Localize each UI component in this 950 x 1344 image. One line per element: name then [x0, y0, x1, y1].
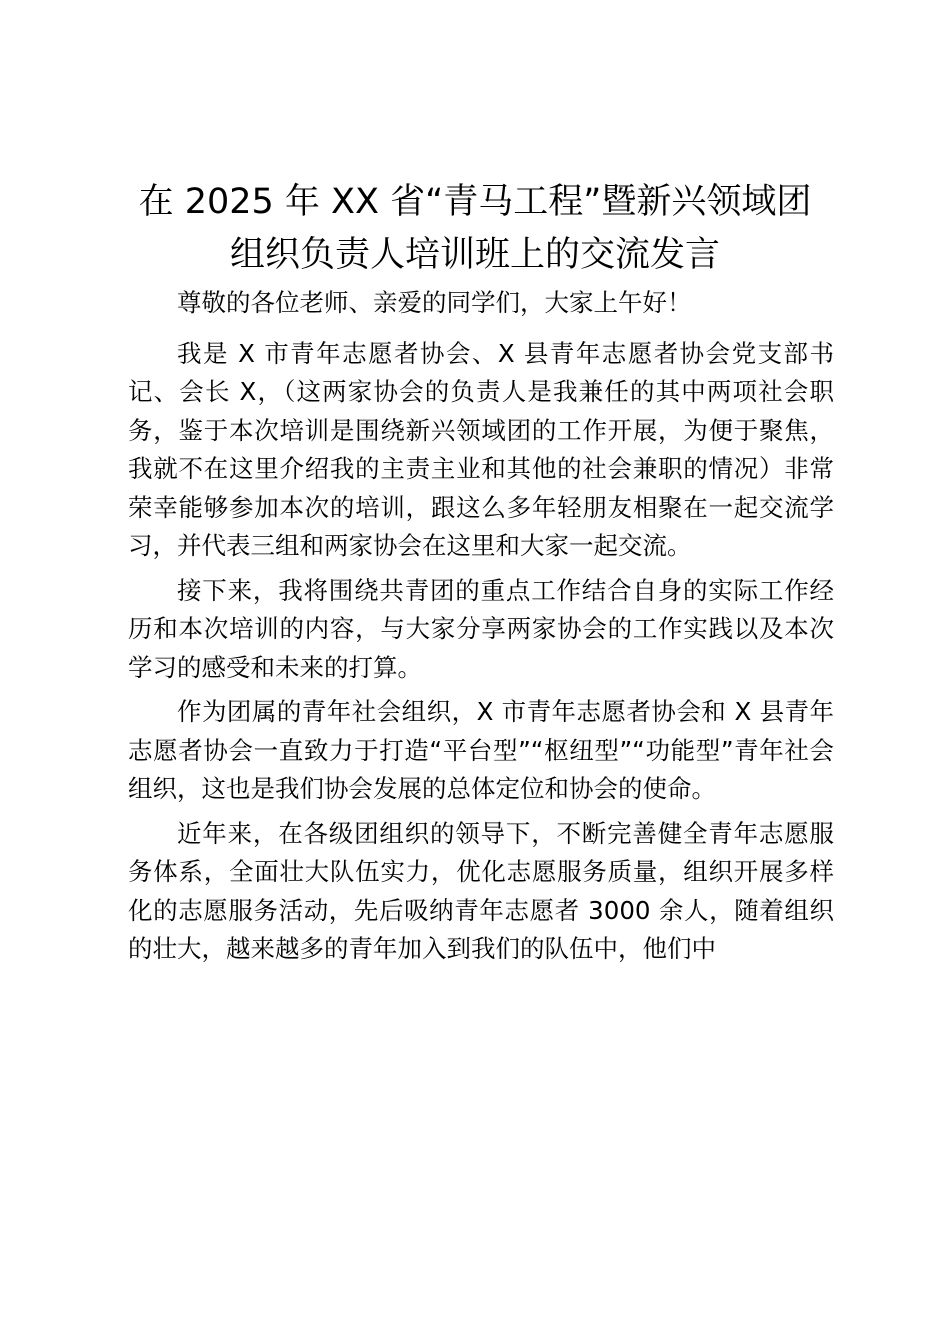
paragraph-recent-work: 近年来，在各级团组织的领导下，不断完善健全青年志愿服务体系，全面壮大队伍实力，优化志愿服务质量，组织开展多样化的志愿服务活动，先后吸纳青年志愿者 3000 余人，随着组织的壮大，越来越多的青年加入到我们的队伍中，他们中 [128, 818, 834, 963]
paragraph-introduction: 我是 X 市青年志愿者协会、X 县青年志愿者协会党支部书记、会长 X，（这两家协会的负责人是我兼任的其中两项社会职务，鉴于本次培训是围绕新兴领域团的工作开展，为便于聚焦，我就不在这里介绍我的主责主业和其他的社会兼职的情况）非常荣幸能够参加本次的培训，跟这么多年轻朋友相聚在一起交流学习，并代表三组和两家协会在这里和大家一起交流。 [128, 338, 834, 560]
paragraph-greeting: 尊敬的各位老师、亲爱的同学们，大家上午好！ [177, 288, 692, 317]
title-line-1: 在 2025 年 XX 省“青马工程”暨新兴领域团 [138, 182, 812, 222]
document-body [128, 284, 834, 975]
title-line-2: 组织负责人培训班上的交流发言 [229, 235, 720, 275]
paragraph-positioning: 作为团属的青年社会组织，X 市青年志愿者协会和 X 县青年志愿者协会一直致力于打造“平台型”“枢纽型”“功能型”青年社会组织，这也是我们协会发展的总体定位和协会的使命。 [128, 697, 834, 803]
document-title [100, 176, 850, 282]
paragraph-outline: 接下来，我将围绕共青团的重点工作结合自身的实际工作经历和本次培训的内容，与大家分享两家协会的工作实践以及本次学习的感受和未来的打算。 [128, 575, 834, 682]
